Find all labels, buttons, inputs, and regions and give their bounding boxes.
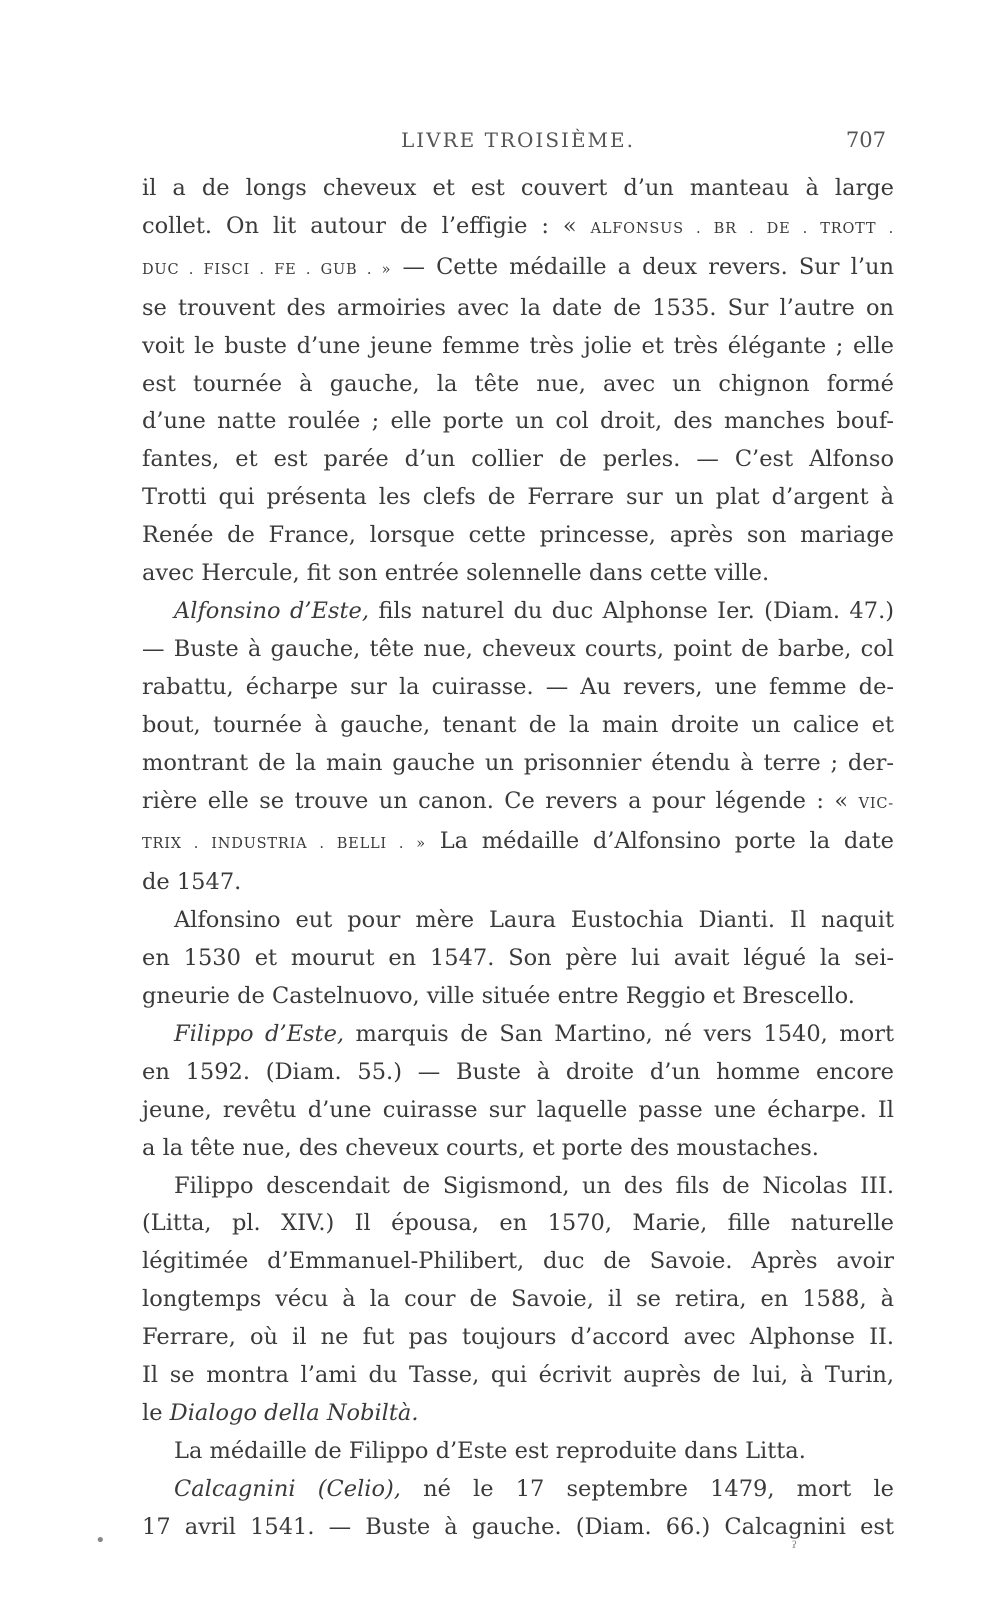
- text-line: en 1530 et mourut en 1547. Son père lui avait légué la sei-: [142, 945, 894, 972]
- page-header: [142, 128, 894, 158]
- text-line: La médaille de Filippo d’Este est reproduite dans Litta.: [174, 1437, 806, 1464]
- text-line: d’une natte roulée ; elle porte un col droit, des manches bouf-: [142, 408, 894, 435]
- book-title: Dialogo della Nobiltà.: [169, 1400, 419, 1426]
- text-line: Il se montra l’ami du Tasse, qui écrivit auprès de lui, à Turin,: [142, 1362, 894, 1389]
- text-line: légitimée d’Emmanuel-Philibert, duc de Savoie. Après avoir: [142, 1248, 894, 1275]
- text-line: avec Hercule, fit son entrée solennelle dans cette ville.: [142, 560, 770, 587]
- text-line: est tournée à gauche, la tête nue, avec un chignon formé: [142, 370, 894, 397]
- text-line: Alfonsino eut pour mère Laura Eustochia Dianti. Il naquit: [174, 907, 894, 934]
- text-line: Filippo descendait de Sigismond, un des fils de Nicolas III.: [174, 1172, 894, 1199]
- text-line: le Dialogo della Nobiltà.: [142, 1400, 419, 1426]
- medal-inscription: VIC-: [858, 795, 894, 812]
- text-line: collet. On lit autour de l’effigie : « ALFONSUS . BR . DE . TROTT .: [142, 212, 895, 239]
- entry-heading-line: Filippo d’Este, marquis de San Martino, né vers 1540, mort: [174, 1020, 894, 1047]
- text-line: longtemps vécu à la cour de Savoie, il se retira, en 1588, à: [142, 1286, 894, 1313]
- text-line: a la tête nue, des cheveux courts, et porte des moustaches.: [142, 1134, 819, 1161]
- text-line: gneurie de Castelnuovo, ville située entre Reggio et Brescello.: [142, 983, 855, 1010]
- entry-heading-line: Calcagnini (Celio), né le 17 septembre 1479, mort le: [174, 1475, 894, 1502]
- paper-speck: ˀ: [792, 1538, 798, 1559]
- entry-name: Alfonsino d’Este,: [174, 597, 369, 624]
- text-line: Ferrare, où il ne fut pas toujours d’accord avec Alphonse II.: [142, 1324, 894, 1351]
- text-line: — Buste à gauche, tête nue, cheveux courts, point de barbe, col: [142, 635, 894, 662]
- text-line: Renée de France, lorsque cette princesse, après son mariage: [142, 522, 894, 549]
- text-line: jeune, revêtu d’une cuirasse sur laquelle passe une écharpe. Il: [142, 1096, 894, 1123]
- running-head: LIVRE TROISIÈME.: [401, 128, 635, 152]
- text-line: DUC . FISCI . FE . GUB . » — Cette médaille a deux revers. Sur l’un: [142, 253, 894, 280]
- text-line: de 1547.: [142, 869, 242, 896]
- text-line: fantes, et est parée d’un collier de perles. — C’est Alfonso: [142, 446, 894, 473]
- entry-heading-line: Alfonsino d’Este, fils naturel du duc Alphonse Ier. (Diam. 47.): [174, 597, 894, 624]
- body-text: [142, 170, 894, 1547]
- text-line: (Litta, pl. XIV.) Il épousa, en 1570, Marie, fille naturelle: [142, 1210, 894, 1237]
- text-line: rabattu, écharpe sur la cuirasse. — Au revers, une femme de-: [142, 673, 894, 700]
- medal-inscription: ALFONSUS . BR . DE . TROTT .: [590, 220, 895, 237]
- text-line: il a de longs cheveux et est couvert d’un manteau à large: [142, 175, 894, 201]
- text-line: bout, tournée à gauche, tenant de la main droite un calice et: [142, 711, 894, 738]
- entry-name: Filippo d’Este,: [174, 1020, 345, 1047]
- paper-speck: •: [95, 1530, 106, 1551]
- text-line: TRIX . INDUSTRIA . BELLI . » La médaille d’Alfonsino porte la date: [142, 828, 894, 855]
- medal-inscription: TRIX . INDUSTRIA . BELLI . »: [142, 836, 426, 853]
- text-line: se trouvent des armoiries avec la date de 1535. Sur l’autre on: [142, 294, 894, 321]
- entry-name: Calcagnini (Celio),: [174, 1475, 401, 1502]
- text-line: montrant de la main gauche un prisonnier étendu à terre ; der-: [142, 749, 894, 776]
- medal-inscription: DUC . FISCI . FE . GUB . »: [142, 261, 392, 278]
- page-number: 707: [845, 128, 886, 152]
- text-line: Trotti qui présenta les clefs de Ferrare sur un plat d’argent à: [142, 484, 894, 511]
- text-line: rière elle se trouve un canon. Ce revers a pour légende : « VIC-: [142, 787, 894, 814]
- text-line: voit le buste d’une jeune femme très jolie et très élégante ; elle: [142, 332, 894, 359]
- text-line: 17 avril 1541. — Buste à gauche. (Diam. 66.) Calcagnini est: [142, 1513, 894, 1540]
- text-line: en 1592. (Diam. 55.) — Buste à droite d’un homme encore: [142, 1058, 894, 1085]
